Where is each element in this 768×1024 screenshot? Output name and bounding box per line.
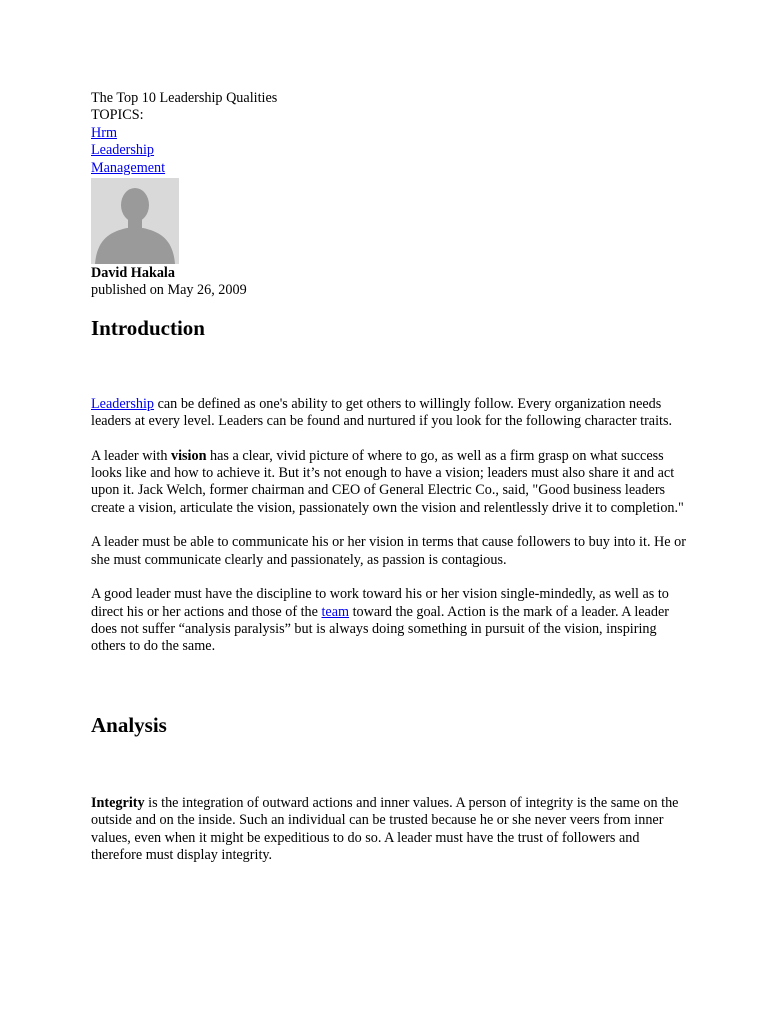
topic-link-hrm[interactable]: Hrm bbox=[91, 124, 118, 141]
intro-p4-text: toward the goal. Action is the mark of a leader. A leader does not suffer “analysis paralysis” but is always doing something in pursuit of the vision, inspiring others to do the same. bbox=[91, 603, 669, 655]
analysis-paragraph-1 bbox=[91, 795, 691, 865]
author-name: David Hakala bbox=[91, 265, 175, 282]
leadership-link[interactable]: Leadership bbox=[91, 395, 155, 412]
team-link[interactable]: team bbox=[321, 603, 350, 620]
intro-paragraph-4 bbox=[91, 586, 691, 656]
heading-introduction: Introduction bbox=[91, 315, 205, 340]
author-avatar bbox=[91, 178, 179, 264]
article bbox=[91, 90, 691, 881]
topics-list bbox=[91, 125, 691, 177]
article-title: The Top 10 Leadership Qualities bbox=[91, 90, 278, 106]
vision-term: vision bbox=[170, 447, 207, 464]
intro-paragraph-3: A leader must be able to communicate his or her vision in terms that cause followers to buy into it. He or she must communicate clearly and passionately, as passion is contagious. bbox=[91, 534, 686, 568]
integrity-term: Integrity bbox=[91, 794, 145, 811]
published-date: published on May 26, 2009 bbox=[91, 282, 247, 299]
intro-p4-lead: A good leader must have the discipline to work toward his or her vision single-mindedly, as well as to direct his or her actions and those of the bbox=[91, 586, 669, 620]
topic-link-management[interactable]: Management bbox=[91, 159, 166, 176]
topics-label: TOPICS: bbox=[91, 107, 144, 124]
intro-p2-text: has a clear, vivid picture of where to go, as well as a firm grasp on what success looks like and how to achieve it. But it’s not enough to have a vision; leaders must also share it and act upon it. Jack Welch, former chairman and CEO of General Electric Co., said, "Good business leaders create a vision, articulate the vision, passionately own the vision and relentlessly drive it to completion." bbox=[91, 447, 684, 516]
analysis-p1-text: is the integration of outward actions and inner values. A person of integrity is the same on the outside and on the inside. Such an individual can be trusted because he or she never veers from inner values, even when it might be expeditious to do so. A leader must have the trust of followers and therefore must display integrity. bbox=[91, 794, 679, 863]
intro-p1-text: can be defined as one's ability to get others to willingly follow. Every organization needs leaders at every level. Leaders can be found and nurtured if you look for the following character traits. bbox=[91, 395, 673, 430]
topic-link-leadership[interactable]: Leadership bbox=[91, 142, 155, 159]
heading-analysis: Analysis bbox=[91, 712, 167, 737]
intro-p2-lead: A leader with bbox=[91, 447, 171, 464]
intro-paragraph-2 bbox=[91, 448, 691, 518]
intro-paragraph-1 bbox=[91, 396, 691, 431]
